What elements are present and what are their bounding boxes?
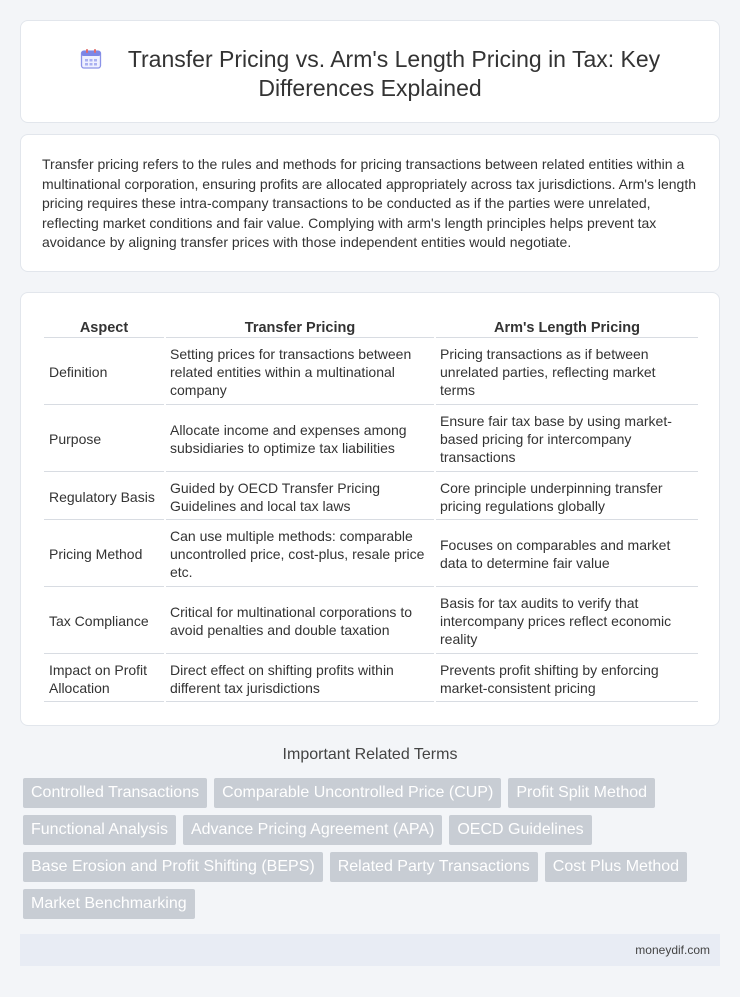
intro-card bbox=[20, 134, 720, 272]
calendar-icon bbox=[80, 48, 102, 70]
row-aspect: Tax Compliance bbox=[44, 589, 164, 654]
comparison-table bbox=[42, 315, 700, 704]
related-terms-heading: Important Related Terms bbox=[282, 746, 458, 763]
row-arms-length-pricing: Pricing transactions as if between unrelated parties, reflecting market terms bbox=[436, 340, 698, 405]
table-row bbox=[44, 656, 698, 702]
row-aspect: Regulatory Basis bbox=[44, 474, 164, 520]
page-title: Transfer Pricing vs. Arm's Length Pricing in Tax: Key Differences Explained bbox=[127, 46, 661, 101]
table-row bbox=[44, 589, 698, 654]
row-transfer-pricing: Direct effect on shifting profits within different tax jurisdictions bbox=[166, 656, 434, 702]
related-term-tag[interactable]: Comparable Uncontrolled Price (CUP) bbox=[214, 778, 501, 808]
related-term-tag[interactable]: Base Erosion and Profit Shifting (BEPS) bbox=[23, 852, 323, 882]
row-transfer-pricing: Setting prices for transactions between related entities within a multinational company bbox=[166, 340, 434, 405]
row-transfer-pricing: Critical for multinational corporations to avoid penalties and double taxation bbox=[166, 589, 434, 654]
row-arms-length-pricing: Core principle underpinning transfer pricing regulations globally bbox=[436, 474, 698, 520]
table-row bbox=[44, 340, 698, 405]
row-aspect: Purpose bbox=[44, 407, 164, 472]
table-row bbox=[44, 474, 698, 520]
row-transfer-pricing: Guided by OECD Transfer Pricing Guidelines and local tax laws bbox=[166, 474, 434, 520]
row-aspect: Definition bbox=[44, 340, 164, 405]
row-aspect: Impact on Profit Allocation bbox=[44, 656, 164, 702]
related-term-tag[interactable]: Market Benchmarking bbox=[23, 889, 195, 919]
header-aspect: Aspect bbox=[44, 317, 164, 338]
row-arms-length-pricing: Prevents profit shifting by enforcing market-consistent pricing bbox=[436, 656, 698, 702]
row-transfer-pricing: Can use multiple methods: comparable uncontrolled price, cost-plus, resale price etc. bbox=[166, 522, 434, 587]
table-row bbox=[44, 522, 698, 587]
footer-site-label[interactable]: moneydif.com bbox=[635, 943, 710, 957]
comparison-table-card bbox=[20, 292, 720, 726]
related-terms-list bbox=[23, 778, 703, 926]
table-row bbox=[44, 407, 698, 472]
intro-paragraph: Transfer pricing refers to the rules and methods for pricing transactions between related entities within a multinational corporation, ensuring profits are allocated appropriately across tax jurisdictions. Arm's length pricing requires these intra-company transactions to be conducted as if the parties were unrelated, reflecting market conditions and fair value. Complying with arm's length principles helps prevent tax avoidance by aligning transfer prices with those independent entities would negotiate. bbox=[42, 156, 697, 250]
related-term-tag[interactable]: OECD Guidelines bbox=[449, 815, 591, 845]
related-term-tag[interactable]: Profit Split Method bbox=[508, 778, 655, 808]
row-transfer-pricing: Allocate income and expenses among subsidiaries to optimize tax liabilities bbox=[166, 407, 434, 472]
related-term-tag[interactable]: Cost Plus Method bbox=[545, 852, 687, 882]
page-title-wrap bbox=[21, 45, 719, 103]
row-aspect: Pricing Method bbox=[44, 522, 164, 587]
related-term-tag[interactable]: Functional Analysis bbox=[23, 815, 176, 845]
header-transfer-pricing: Transfer Pricing bbox=[166, 317, 434, 338]
header-arms-length-pricing: Arm's Length Pricing bbox=[436, 317, 698, 338]
related-term-tag[interactable]: Advance Pricing Agreement (APA) bbox=[183, 815, 442, 845]
row-arms-length-pricing: Focuses on comparables and market data to determine fair value bbox=[436, 522, 698, 587]
title-card bbox=[20, 20, 720, 123]
related-term-tag[interactable]: Controlled Transactions bbox=[23, 778, 207, 808]
related-term-tag[interactable]: Related Party Transactions bbox=[330, 852, 538, 882]
footer-bar bbox=[20, 934, 720, 966]
table-header-row bbox=[44, 317, 698, 338]
row-arms-length-pricing: Ensure fair tax base by using market-based pricing for intercompany transactions bbox=[436, 407, 698, 472]
row-arms-length-pricing: Basis for tax audits to verify that intercompany prices reflect economic reality bbox=[436, 589, 698, 654]
